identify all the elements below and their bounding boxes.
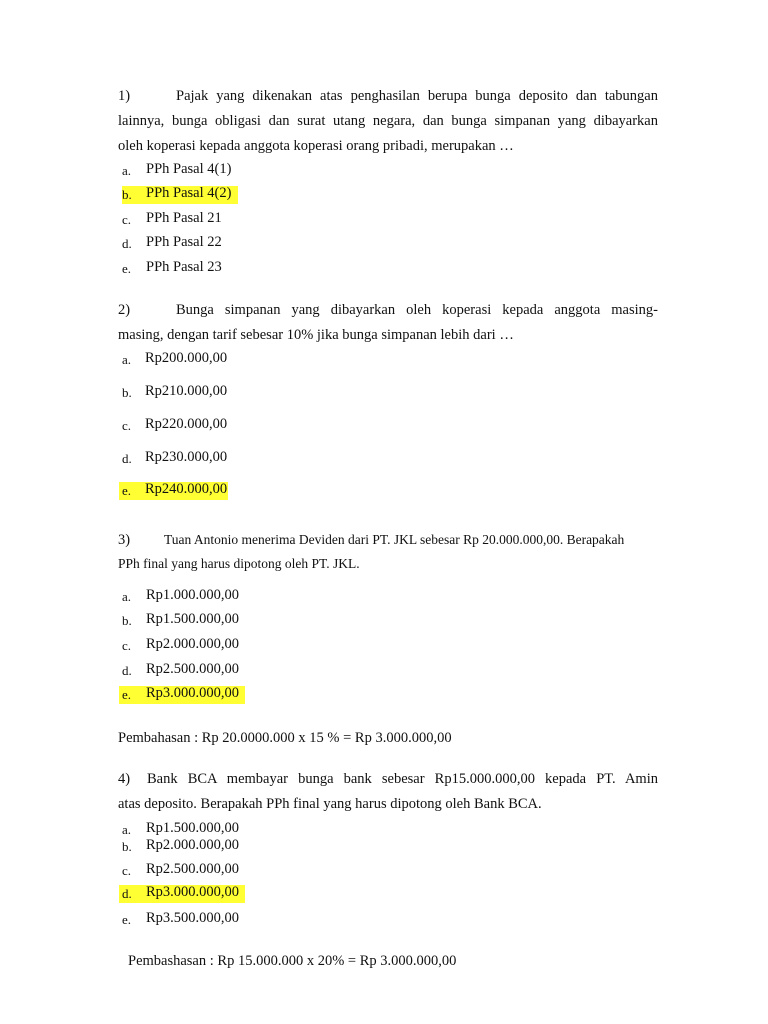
explanation-text: Pembahasan : Rp 20.0000.000 x 15 % = Rp 3.000.000,00: [118, 730, 452, 746]
option-text: PPh Pasal 21: [146, 210, 222, 226]
question-text-line: PPh final yang harus dipotong oleh PT. JKL.: [118, 556, 360, 571]
option-text: Rp2.000.000,00: [146, 636, 240, 652]
option-letter: a.: [122, 822, 132, 837]
option-text: PPh Pasal 4(1): [146, 161, 232, 177]
option-text: Rp210.000,00: [145, 383, 228, 399]
explanation-text: Pembashasan : Rp 15.000.000 x 20% = Rp 3.000.000,00: [128, 953, 457, 969]
option-text: Rp3.000.000,00: [146, 685, 240, 701]
option-c[interactable]: [122, 636, 240, 655]
option-a[interactable]: [122, 820, 240, 839]
option-text: Rp1.500.000,00: [146, 611, 240, 627]
option-letter: e.: [122, 483, 132, 498]
option-letter: d.: [122, 886, 132, 901]
option-c[interactable]: [122, 861, 240, 880]
option-text: Rp2.500.000,00: [146, 861, 240, 877]
option-text: Rp3.500.000,00: [146, 910, 240, 926]
option-c[interactable]: [122, 210, 222, 229]
option-letter: b.: [122, 613, 132, 628]
question-text-line: Pajak yang dikenakan atas penghasilan berupa bunga deposito dan tabungan: [176, 88, 658, 104]
question-text-line: atas deposito. Berapakah PPh final yang harus dipotong oleh Bank BCA.: [118, 796, 542, 812]
option-letter: c.: [122, 863, 132, 878]
option-letter: d.: [122, 451, 132, 466]
option-a[interactable]: [122, 350, 228, 369]
option-letter: d.: [122, 663, 132, 678]
option-text: Rp240.000,00: [145, 481, 228, 497]
option-b[interactable]: [122, 837, 240, 856]
option-letter: b.: [122, 187, 132, 202]
question-number: 1): [118, 88, 131, 104]
question-text-line: Tuan Antonio menerima Deviden dari PT. JKL sebesar Rp 20.000.000,00. Berapakah: [164, 532, 625, 547]
option-text: Rp230.000,00: [145, 449, 228, 465]
option-text: Rp200.000,00: [145, 350, 228, 366]
option-letter: e.: [122, 261, 132, 276]
option-letter: e.: [122, 687, 132, 702]
option-letter: b.: [122, 385, 132, 400]
option-letter: a.: [122, 163, 132, 178]
option-text: Rp3.000.000,00: [146, 884, 240, 900]
option-text: PPh Pasal 4(2): [146, 185, 232, 201]
option-e-correct[interactable]: [119, 686, 245, 704]
option-letter: d.: [122, 236, 132, 251]
option-text: Rp2.000.000,00: [146, 837, 240, 853]
option-d-correct[interactable]: [119, 885, 245, 903]
question-text-line: lainnya, bunga obligasi dan surat utang negara, dan bunga simpanan yang dibayarkan: [118, 113, 658, 129]
option-d[interactable]: [122, 234, 222, 253]
option-letter: c.: [122, 638, 132, 653]
option-text: PPh Pasal 23: [146, 259, 222, 275]
option-c[interactable]: [122, 416, 228, 435]
option-e[interactable]: [122, 910, 240, 929]
option-text: Rp2.500.000,00: [146, 661, 240, 677]
option-text: Rp1.500.000,00: [146, 820, 240, 836]
option-letter: c.: [122, 418, 132, 433]
option-b-correct[interactable]: [122, 186, 238, 204]
option-b[interactable]: [122, 383, 228, 402]
question-number: 3): [118, 532, 131, 548]
option-letter: a.: [122, 589, 132, 604]
option-a[interactable]: [122, 587, 240, 606]
option-letter: b.: [122, 839, 132, 854]
option-e-correct[interactable]: [119, 482, 228, 500]
option-b[interactable]: [122, 611, 240, 630]
question-text-line: Bank BCA membayar bunga bank sebesar Rp15.000.000,00 kepada PT. Amin: [147, 771, 658, 787]
option-letter: c.: [122, 212, 132, 227]
option-d[interactable]: [122, 661, 240, 680]
option-letter: a.: [122, 352, 132, 367]
option-letter: e.: [122, 912, 132, 927]
option-text: Rp220.000,00: [145, 416, 228, 432]
question-text-line: masing, dengan tarif sebesar 10% jika bunga simpanan lebih dari …: [118, 327, 514, 343]
option-text: PPh Pasal 22: [146, 234, 222, 250]
option-e[interactable]: [122, 259, 222, 278]
question-number: 4): [118, 771, 131, 787]
option-a[interactable]: [122, 161, 232, 180]
question-text-line: Bunga simpanan yang dibayarkan oleh koperasi kepada anggota masing-: [176, 302, 658, 318]
question-text-line: oleh koperasi kepada anggota koperasi orang pribadi, merupakan …: [118, 138, 514, 154]
question-number: 2): [118, 302, 131, 318]
option-d[interactable]: [122, 449, 228, 468]
option-text: Rp1.000.000,00: [146, 587, 240, 603]
